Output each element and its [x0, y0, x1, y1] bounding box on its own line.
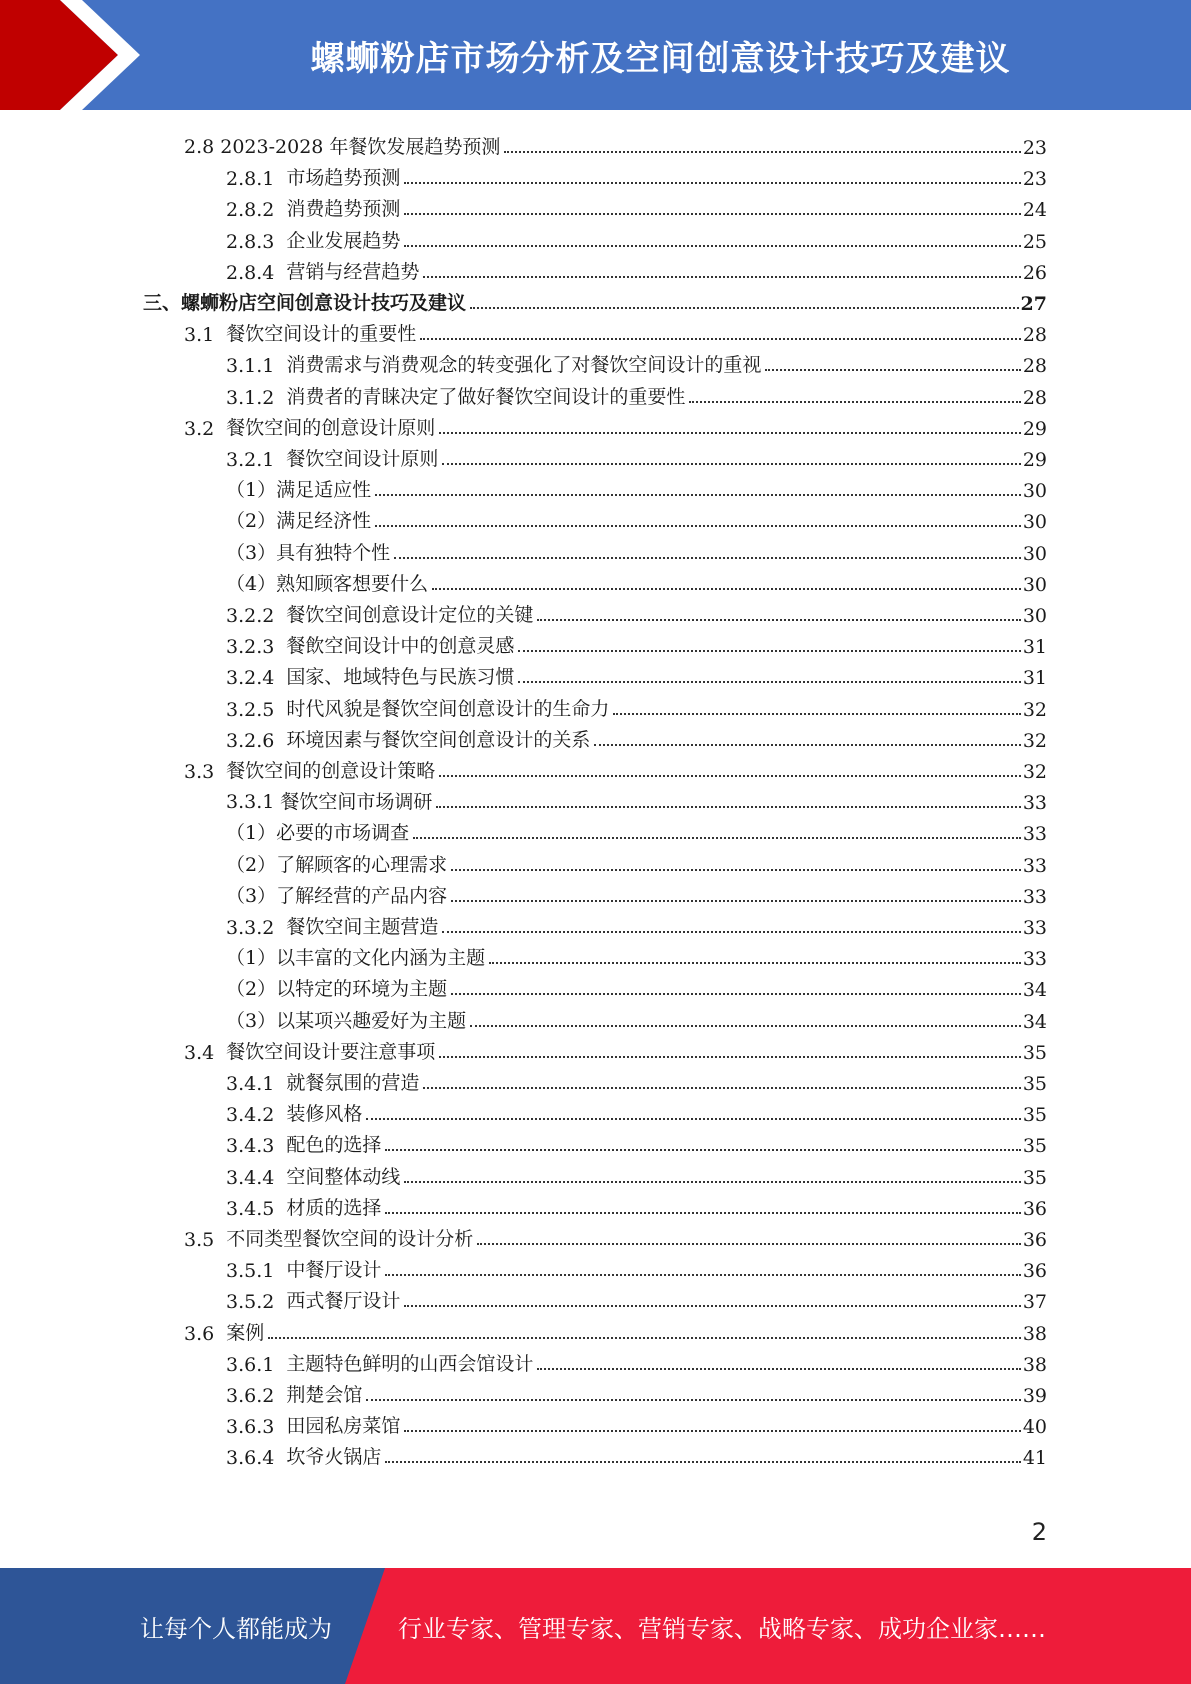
toc-entry-title: 餐飲空间设计中的创意灵感 [286, 635, 515, 658]
toc-entry[interactable] [226, 1158, 1047, 1189]
toc-entry[interactable] [226, 190, 1047, 221]
toc-entry-number: （2）以特定的环境为主题 [226, 978, 448, 1001]
toc-dot-leader [268, 1337, 1021, 1339]
toc-dot-leader [439, 1056, 1021, 1058]
toc-page-number: 36 [1022, 1197, 1047, 1220]
toc-entry-title: 消费者的青睐决定了做好餐饮空间设计的重要性 [286, 385, 686, 408]
toc-dot-leader [489, 962, 1021, 964]
toc-entry[interactable] [184, 1220, 1047, 1251]
toc-dot-leader [504, 151, 1020, 153]
toc-entry-title: 配色的选择 [286, 1134, 382, 1157]
document-title: 螺蛳粉店市场分析及空间创意设计技巧及建议 [310, 38, 1011, 79]
toc-page-number: 33 [1022, 792, 1047, 815]
toc-dot-leader [451, 869, 1021, 871]
toc-entry-title: 田园私房菜馆 [286, 1415, 401, 1438]
toc-entry-number: 2.8.3 [226, 230, 275, 253]
toc-entry-number: 3.6.3 [226, 1416, 275, 1439]
toc-entry-title: 消费趋势预测 [286, 198, 401, 221]
toc-page-number: 24 [1022, 199, 1047, 222]
toc-entry[interactable] [226, 1002, 1047, 1033]
toc-page-number: 35 [1022, 1073, 1047, 1095]
toc-page-number: 38 [1022, 1322, 1047, 1345]
toc-dot-leader [366, 1399, 1020, 1401]
toc-entry[interactable] [226, 846, 1047, 877]
toc-entry-number: 3.1 [184, 324, 215, 347]
toc-page-number: 33 [1022, 854, 1047, 877]
toc-entry[interactable] [226, 1345, 1047, 1376]
toc-entry-number: （2）了解顾客的心理需求 [226, 853, 448, 876]
toc-entry-number: （1）以丰富的文化内涵为主题 [226, 947, 486, 970]
toc-entry[interactable] [226, 440, 1047, 471]
toc-entry-title: 餐饮空间的创意设计策略 [226, 760, 436, 782]
toc-page-number: 28 [1022, 355, 1047, 378]
toc-entry-title: 主题特色鲜明的山西会馆设计 [286, 1352, 534, 1375]
toc-page-number: 39 [1022, 1385, 1047, 1407]
toc-entry[interactable] [184, 1033, 1047, 1064]
toc-page-number: 27 [1020, 293, 1047, 315]
page-footer [0, 1568, 1191, 1684]
toc-entry-number: 3.2.1 [226, 449, 275, 471]
toc-entry[interactable] [226, 908, 1047, 939]
toc-entry[interactable] [226, 1189, 1047, 1220]
toc-entry[interactable] [143, 284, 1047, 315]
toc-entry-number: 3.6.2 [226, 1385, 275, 1407]
toc-entry[interactable] [226, 222, 1047, 253]
toc-entry[interactable] [184, 128, 1047, 159]
toc-dot-leader [451, 900, 1021, 902]
toc-entry-number: 三、螺蛳粉店空间创意设计技巧及建议 [143, 292, 467, 314]
toc-entry-title: 国家、地域特色与民族习惯 [286, 666, 515, 689]
toc-page-number: 33 [1022, 823, 1047, 846]
toc-page-number: 33 [1022, 948, 1047, 971]
toc-entry-number: 3.4.3 [226, 1135, 275, 1158]
toc-page-number: 23 [1022, 168, 1047, 191]
page-header [0, 0, 1191, 110]
toc-entry[interactable] [226, 159, 1047, 190]
toc-dot-leader [375, 494, 1021, 496]
toc-dot-leader [385, 1149, 1020, 1151]
toc-page-number: 40 [1022, 1416, 1047, 1439]
toc-dot-leader [423, 1087, 1020, 1089]
toc-entry-number: 3.2.4 [226, 667, 275, 690]
toc-entry[interactable] [226, 565, 1047, 596]
toc-entry-number: 2.8.1 [226, 168, 275, 191]
toc-entry[interactable] [226, 1407, 1047, 1438]
toc-page-number: 30 [1022, 480, 1047, 503]
toc-entry[interactable] [226, 471, 1047, 502]
toc-entry-number: 3.4.4 [226, 1166, 275, 1189]
toc-dot-leader [477, 1243, 1021, 1245]
toc-entry-number: 3.1.2 [226, 386, 275, 409]
toc-entry[interactable] [226, 534, 1047, 565]
toc-page-number: 28 [1022, 324, 1047, 347]
toc-entry-title: 荆楚会馆 [286, 1384, 363, 1406]
toc-page-number: 32 [1022, 729, 1047, 752]
toc-entry-title: 不同类型餐饮空间的设计分析 [226, 1228, 474, 1250]
footer-slogan-right: 行业专家、管理专家、营销专家、战略专家、成功企业家…… [398, 1614, 1046, 1643]
toc-entry-number: 3.3 [184, 761, 215, 783]
toc-dot-leader [385, 1461, 1020, 1463]
toc-entry-number: 3.2.5 [226, 698, 275, 721]
toc-page-number: 30 [1022, 542, 1047, 565]
toc-entry-number: （3）了解经营的产品内容 [226, 884, 448, 907]
toc-entry[interactable] [226, 1064, 1047, 1095]
toc-entry-title: 市场趋势预测 [286, 167, 401, 190]
toc-dot-leader [404, 1181, 1020, 1183]
toc-entry-title: 餐饮空间设计要注意事项 [226, 1040, 436, 1063]
toc-page-number: 29 [1022, 417, 1047, 440]
toc-page-number: 33 [1022, 885, 1047, 908]
toc-page-number: 36 [1022, 1229, 1047, 1251]
toc-dot-leader [404, 1305, 1020, 1307]
toc-entry-number: 3.2.3 [226, 636, 275, 659]
toc-entry[interactable] [226, 346, 1047, 377]
toc-entry-number: 2.8.2 [226, 199, 275, 222]
toc-entry[interactable] [226, 502, 1047, 533]
toc-dot-leader [470, 307, 1019, 309]
toc-dot-leader [442, 931, 1020, 933]
toc-page-number: 36 [1022, 1260, 1047, 1283]
toc-entry-title: 环境因素与餐饮空间创意设计的关系 [286, 728, 591, 751]
toc-dot-leader [420, 338, 1021, 340]
toc-entry[interactable] [226, 783, 1047, 814]
toc-entry-number: 3.5.2 [226, 1291, 275, 1314]
toc-page-number: 31 [1022, 636, 1047, 659]
toc-entry[interactable] [226, 253, 1047, 284]
toc-entry-number: 3.4 [184, 1041, 215, 1064]
toc-entry-number: 3.6.1 [226, 1353, 275, 1376]
toc-dot-leader [613, 713, 1020, 715]
toc-page-number: 35 [1022, 1166, 1047, 1189]
toc-entry[interactable] [226, 877, 1047, 908]
toc-entry-number: （3）以某项兴趣爱好为主题 [226, 1009, 467, 1032]
toc-entry-number: （1）满足适应性 [226, 479, 372, 502]
toc-page-number: 28 [1022, 386, 1047, 409]
toc-entry-number: 2.8.4 [226, 261, 275, 284]
toc-entry-title: 餐饮空间主题营造 [286, 916, 439, 938]
toc-page-number: 30 [1022, 511, 1047, 534]
toc-dot-leader [404, 245, 1020, 247]
toc-entry-title: 坎爷火锅店 [286, 1446, 382, 1469]
toc-dot-leader [436, 806, 1020, 808]
toc-page-number: 35 [1022, 1041, 1047, 1064]
toc-entry[interactable] [226, 814, 1047, 845]
toc-entry[interactable] [226, 690, 1047, 721]
toc-entry-title: 案例 [226, 1321, 265, 1344]
toc-page-number: 23 [1022, 137, 1047, 159]
toc-page-number: 41 [1022, 1447, 1047, 1470]
toc-dot-leader [404, 213, 1020, 215]
page-number: 2 [1031, 1518, 1047, 1546]
toc-page-number: 32 [1022, 698, 1047, 721]
toc-dot-leader [385, 1212, 1020, 1214]
toc-entry-title: 西式餐厅设计 [286, 1290, 401, 1313]
toc-entry[interactable] [184, 315, 1047, 346]
toc-dot-leader [375, 525, 1021, 527]
toc-dot-leader [439, 432, 1021, 434]
toc-dot-leader [470, 1025, 1021, 1027]
toc-dot-leader [518, 650, 1020, 652]
toc-dot-leader [404, 182, 1020, 184]
toc-dot-leader [594, 744, 1020, 746]
toc-page-number: 30 [1022, 573, 1047, 596]
toc-entry[interactable] [226, 1282, 1047, 1313]
toc-page-number: 30 [1022, 605, 1047, 627]
toc-dot-leader [765, 369, 1020, 371]
toc-page-number: 26 [1022, 261, 1047, 284]
footer-slogan-left: 让每个人都能成为 [140, 1614, 332, 1643]
toc-dot-leader [537, 1368, 1020, 1370]
toc-page-number: 35 [1022, 1104, 1047, 1127]
toc-entry[interactable] [226, 721, 1047, 752]
toc-dot-leader [537, 619, 1020, 621]
toc-dot-leader [385, 1274, 1020, 1276]
toc-entry-title: 中餐厅设计 [286, 1259, 382, 1282]
toc-entry-number: 2.8 2023-2028 年餐饮发展趋势预测 [184, 136, 501, 158]
toc-entry-number: （3）具有独特个性 [226, 541, 391, 564]
toc-entry-number: 3.5.1 [226, 1260, 275, 1283]
toc-entry[interactable] [226, 596, 1047, 627]
toc-entry-title: 空间整体动线 [286, 1165, 401, 1188]
toc-entry-number: 3.5 [184, 1229, 215, 1251]
toc-entry[interactable] [226, 939, 1047, 970]
toc-entry[interactable] [226, 627, 1047, 658]
toc-dot-leader [404, 1430, 1020, 1432]
toc-entry-number: 3.6.4 [226, 1447, 275, 1470]
toc-entry[interactable] [226, 658, 1047, 689]
toc-page-number: 34 [1022, 1010, 1047, 1033]
toc-dot-leader [366, 1118, 1020, 1120]
toc-entry-title: 餐饮空间的创意设计原则 [226, 416, 436, 439]
toc-entry-title: 餐饮空间创意设计定位的关键 [286, 604, 534, 626]
toc-entry[interactable] [226, 970, 1047, 1001]
toc-entry-number: 3.2.2 [226, 605, 275, 627]
toc-entry-number: 3.6 [184, 1322, 215, 1345]
toc-page-number: 29 [1022, 449, 1047, 471]
toc-dot-leader [451, 993, 1021, 995]
toc-entry[interactable] [226, 1126, 1047, 1157]
toc-page-number: 34 [1022, 979, 1047, 1002]
toc-dot-leader [423, 276, 1020, 278]
toc-page-number: 37 [1022, 1291, 1047, 1314]
toc-entry[interactable] [226, 1095, 1047, 1126]
toc-entry-title: 餐饮空间设计原则 [286, 448, 439, 470]
toc-entry-number: 3.4.1 [226, 1073, 275, 1095]
toc-entry-title: 餐饮空间设计的重要性 [226, 323, 417, 346]
toc-dot-leader [518, 681, 1020, 683]
toc-entry[interactable] [226, 1376, 1047, 1407]
toc-entry-title: 时代风貌是餐饮空间创意设计的生命力 [286, 697, 610, 720]
toc-entry[interactable] [226, 1251, 1047, 1282]
toc-entry-title: 就餐氛围的营造 [286, 1072, 420, 1094]
toc-entry-number: 3.4.2 [226, 1104, 275, 1127]
toc-entry-number: 3.1.1 [226, 355, 275, 378]
toc-entry[interactable] [184, 752, 1047, 783]
chevron-arrow-icon [0, 0, 160, 110]
toc-entry-number: 3.4.5 [226, 1197, 275, 1220]
toc-page-number: 25 [1022, 230, 1047, 253]
toc-entry-title: 营销与经营趋势 [286, 260, 420, 283]
toc-page-number: 31 [1022, 667, 1047, 690]
toc-entry-number: 3.3.1 餐饮空间市场调研 [226, 791, 433, 814]
toc-entry[interactable] [226, 1438, 1047, 1469]
toc-entry-number: （4）熟知顾客想要什么 [226, 572, 429, 595]
toc-entry-title: 材质的选择 [286, 1196, 382, 1219]
toc-page-number: 32 [1022, 761, 1047, 783]
toc-dot-leader [439, 775, 1021, 777]
toc-dot-leader [432, 588, 1021, 590]
toc-page-number: 33 [1022, 917, 1047, 939]
toc-entry[interactable] [226, 378, 1047, 409]
toc-entry[interactable] [184, 409, 1047, 440]
toc-dot-leader [442, 463, 1020, 465]
toc-dot-leader [394, 557, 1021, 559]
toc-page-number: 38 [1022, 1353, 1047, 1376]
toc-entry-number: （2）满足经济性 [226, 510, 372, 533]
toc-entry-number: 3.3.2 [226, 917, 275, 939]
toc-entry-title: 企业发展趋势 [286, 229, 401, 252]
toc-entry-title: 装修风格 [286, 1103, 363, 1126]
toc-entry-number: 3.2 [184, 417, 215, 440]
toc-entry[interactable] [184, 1314, 1047, 1345]
toc-entry-number: 3.2.6 [226, 729, 275, 752]
toc-dot-leader [413, 837, 1021, 839]
toc-entry-number: （1）必要的市场调查 [226, 822, 410, 845]
toc-dot-leader [689, 401, 1020, 403]
toc-entry-title: 消费需求与消费观念的转变强化了对餐饮空间设计的重视 [286, 354, 762, 377]
toc-page-number: 35 [1022, 1135, 1047, 1158]
